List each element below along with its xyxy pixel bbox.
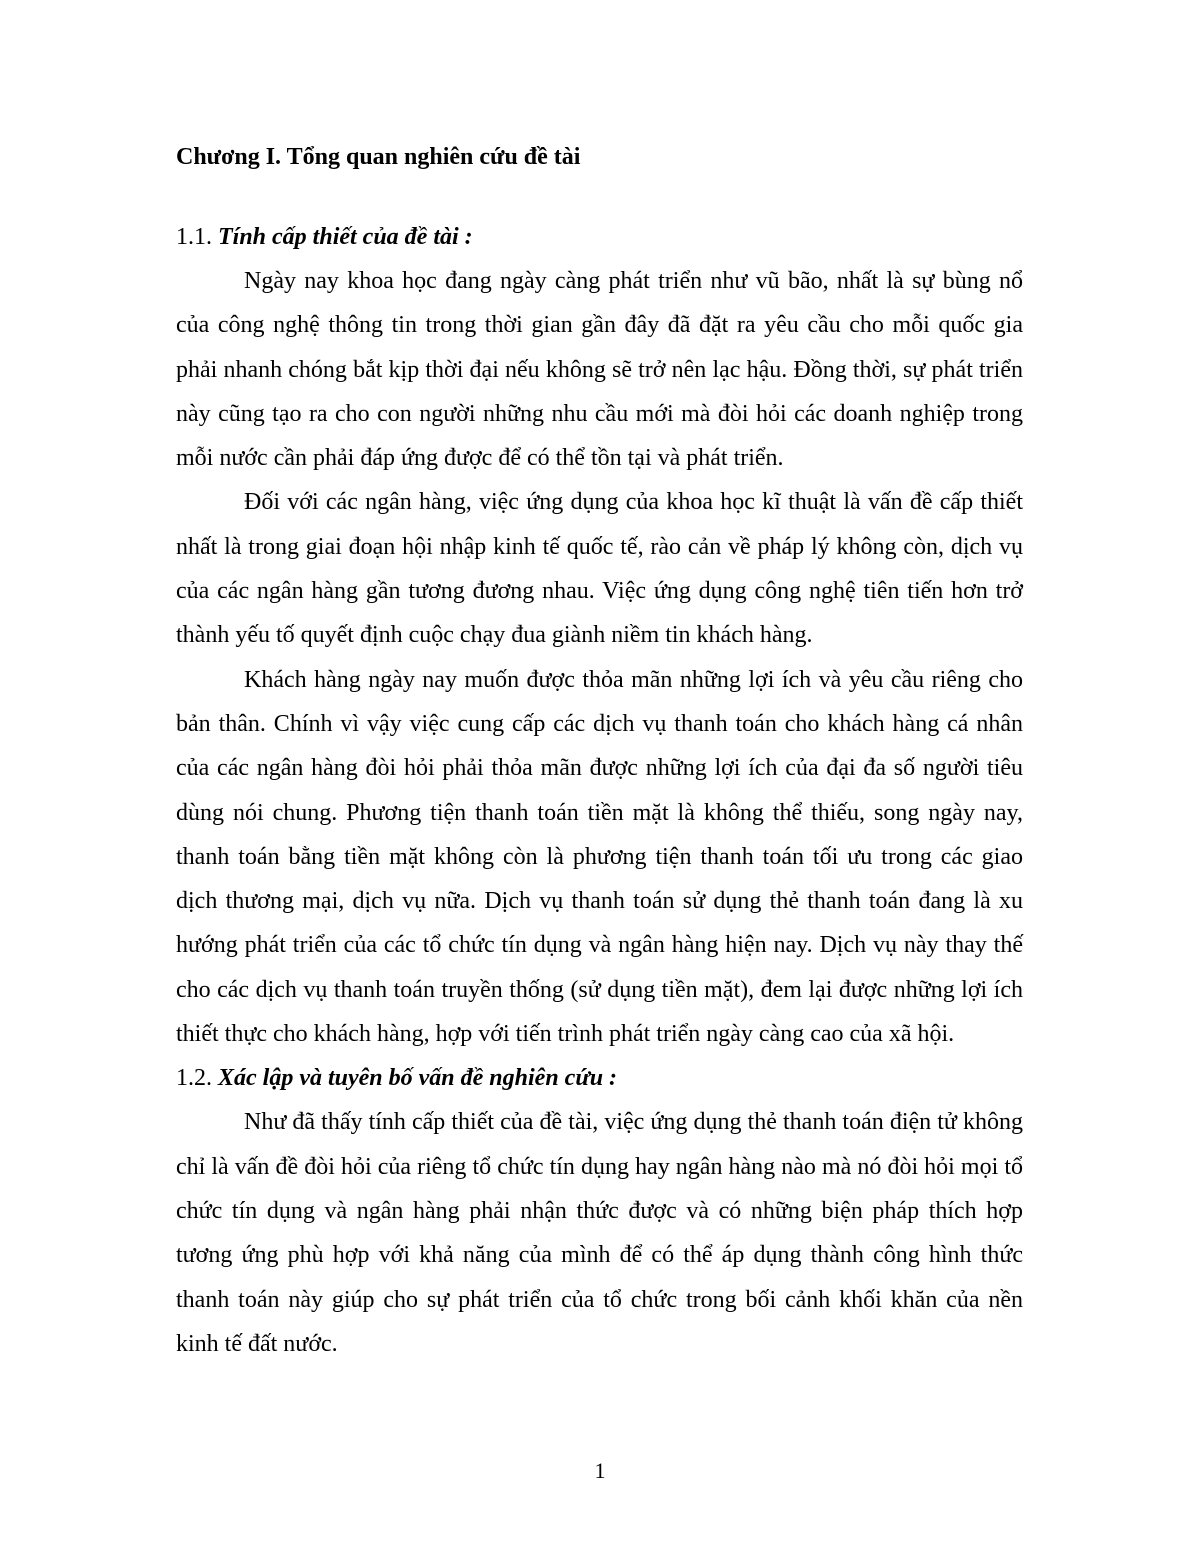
section-title: Xác lập và tuyên bố vấn đề nghiên cứu : — [218, 1065, 618, 1092]
page-content — [176, 139, 1023, 1366]
paragraph: Khách hàng ngày nay muốn được thỏa mãn những lợi ích và yêu cầu riêng cho bản thân. Chính vì vậy việc cung cấp các dịch vụ thanh toán cho khách hàng cá nhân của các ngân hàng đòi hỏi phải thỏa mãn được những lợi ích của đại đa số người tiêu dùng nói chung. Phương tiện thanh toán tiền mặt là không thể thiếu, song ngày nay, thanh toán bằng tiền mặt không còn là phương tiện thanh toán tối ưu trong các giao dịch thương mại, dịch vụ nữa. Dịch vụ thanh toán sử dụng thẻ thanh toán đang là xu hướng phát triển của các tổ chức tín dụng và ngân hàng hiện nay. Dịch vụ này thay thế cho các dịch vụ thanh toán truyền thống (sử dụng tiền mặt), đem lại được những lợi ích thiết thực cho khách hàng, hợp với tiến trình phát triển ngày càng cao của xã hội. — [176, 666, 1023, 1048]
paragraph: Ngày nay khoa học đang ngày càng phát triển như vũ bão, nhất là sự bùng nổ của công nghệ thông tin trong thời gian gần đây đã đặt ra yêu cầu cho mỗi quốc gia phải nhanh chóng bắt kịp thời đại nếu không sẽ trở nên lạc hậu. Đồng thời, sự phát triển này cũng tạo ra cho con người những nhu cầu mới mà đòi hỏi các doanh nghiệp trong mỗi nước cần phải đáp ứng được để có thể tồn tại và phát triển. — [176, 268, 1023, 472]
section-1-1 — [176, 215, 1023, 1056]
page-number: 1 — [594, 1458, 606, 1483]
section-heading — [176, 1056, 1023, 1100]
section-number: 1.1. — [176, 224, 212, 250]
section-number: 1.2. — [176, 1065, 212, 1092]
paragraph: Như đã thấy tính cấp thiết của đề tài, việc ứng dụng thẻ thanh toán điện tử không chỉ là vấn đề đòi hỏi của riêng tổ chức tín dụng hay ngân hàng nào mà nó đòi hỏi mọi tổ chức tín dụng và ngân hàng phải nhận thức được và có những biện pháp thích hợp tương ứng phù hợp với khả năng của mình để có thể áp dụng thành công hình thức thanh toán này giúp cho sự phát triển của tổ chức trong bối cảnh khối khăn của nền kinh tế đất nước. — [176, 1109, 1023, 1357]
section-1-2 — [176, 1056, 1023, 1366]
section-heading — [176, 215, 1023, 259]
section-title: Tính cấp thiết của đề tài : — [218, 224, 473, 250]
chapter-title: Chương I. Tổng quan nghiên cứu đề tài — [176, 144, 581, 170]
paragraph: Đối với các ngân hàng, việc ứng dụng của khoa học kĩ thuật là vấn đề cấp thiết nhất là trong giai đoạn hội nhập kinh tế quốc tế, rào cản về pháp lý không còn, dịch vụ của các ngân hàng gần tương đương nhau. Việc ứng dụng công nghệ tiên tiến hơn trở thành yếu tố quyết định cuộc chạy đua giành niềm tin khách hàng. — [176, 489, 1023, 649]
